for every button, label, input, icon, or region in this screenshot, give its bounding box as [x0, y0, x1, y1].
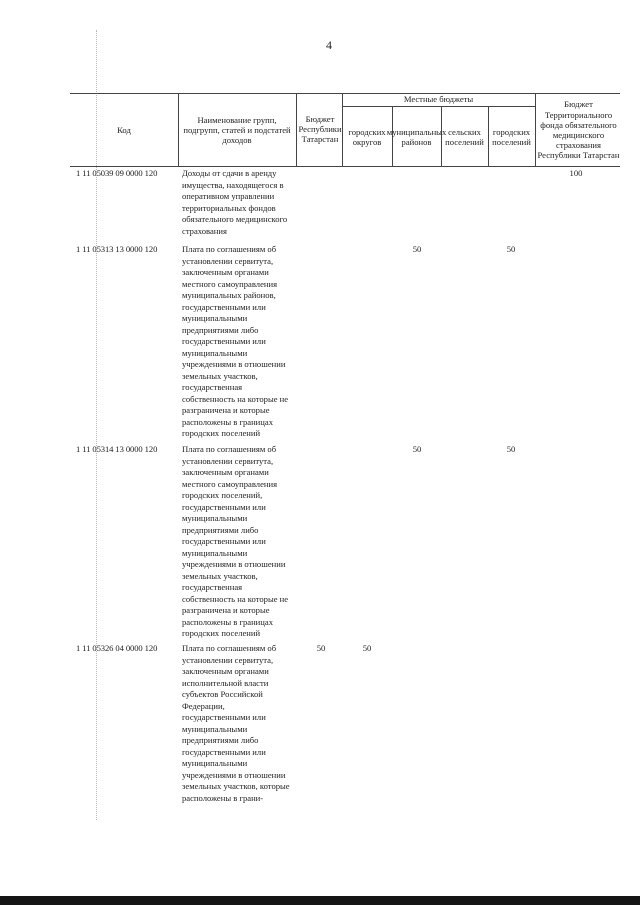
page-number: 4: [326, 38, 332, 52]
row-value-urban-settlements: 50: [506, 244, 516, 254]
row-value-budget-rt: 50: [316, 643, 326, 653]
local-budgets-divider: [342, 106, 535, 107]
row-name: Плата по соглашениям об установлении сервитута, заключенным органами местного самоуправления городских поселений, государственными или муниципальными предприятиями либо государственными или муниципальными учреждениями в отношении земельных участков, государственная собственность на которые не разграничена и которые расположены в границах городских поселений: [182, 444, 289, 638]
scan-edge-bar: [0, 896, 640, 905]
header-budget-rt: Бюджет Республики Татарстан: [298, 113, 342, 145]
header-name: Наименование групп, подгрупп, статей и подстатей доходов: [183, 114, 291, 146]
header-bottom-border: [70, 166, 620, 167]
row-value-municipal-districts: 50: [412, 244, 422, 254]
row-value-municipal-districts: 50: [412, 444, 422, 454]
row-name: Доходы от сдачи в аренду имущества, находящегося в оперативном управлении территориальных фондов обязательного медицинского страхования: [182, 168, 288, 236]
row-value-urban-settlements: 50: [506, 444, 516, 454]
header-rural-settlements: сельских поселений: [445, 126, 484, 147]
row-name: Плата по соглашениям об установлении сервитута, заключенным органами местного самоуправления муниципальных районов, государственными или муниципальными предприятиями либо государственными или муниципальными учреждениями в отношении земельных участков, государственная собственность на которые не разграничена и которые расположены в границах городских поселений: [182, 244, 289, 438]
row-value-city-districts: 50: [362, 643, 372, 653]
row-name: Плата по соглашениям об установлении сервитута, заключенным органами исполнительной власти субъектов Российской Федерации, государственными или муниципальными предприятиями либо государственными или муниципальными учреждениями в отношении земельных участков, которые расположены в грани-: [182, 643, 290, 803]
col-border-1: [178, 93, 179, 166]
row-code: 1 11 05313 13 0000 120: [76, 244, 158, 254]
row-code: 1 11 05314 13 0000 120: [76, 444, 158, 454]
col-border-7: [535, 93, 536, 166]
header-urban-settlements: городских поселений: [492, 126, 531, 147]
row-code: 1 11 05039 09 0000 120: [76, 168, 158, 178]
header-city-districts: городских округов: [348, 126, 386, 147]
col-border-2: [296, 93, 297, 166]
header-municipal-districts: муниципальных районов: [386, 126, 447, 147]
header-code: Код: [117, 124, 131, 135]
header-local-budgets: Местные бюджеты: [403, 94, 474, 105]
row-code: 1 11 05326 04 0000 120: [76, 643, 158, 653]
header-territorial-fund: Бюджет Территориального фонда обязательного медицинского страхования Республики Татарстан: [537, 99, 620, 161]
col-border-6: [488, 106, 489, 166]
row-value-territorial-fund: 100: [569, 168, 583, 178]
